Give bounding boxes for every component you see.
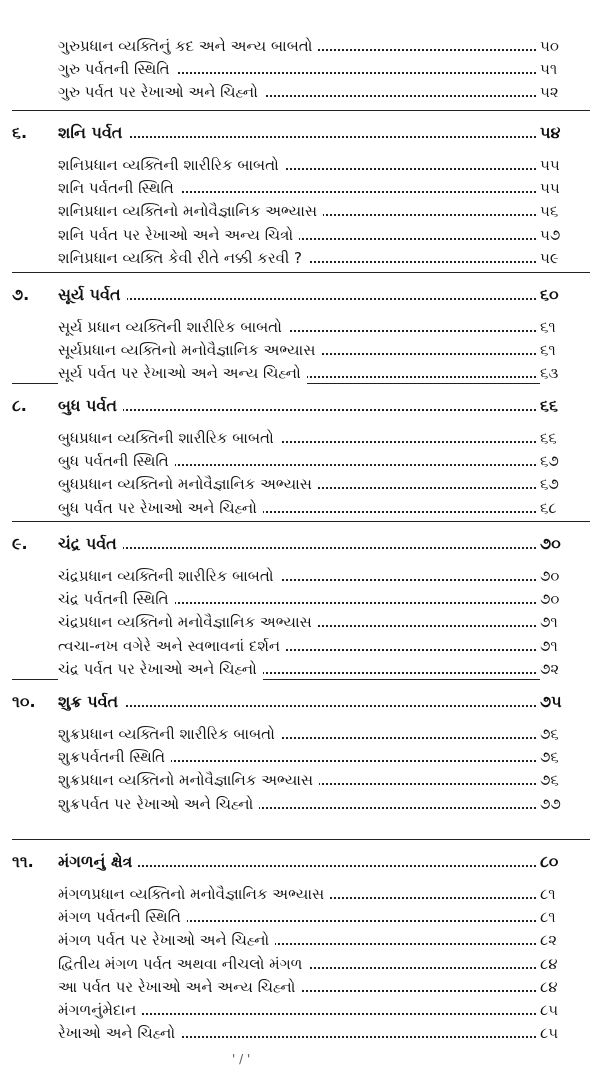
section-title: સૂર્ય પ્રધાન વ્યક્તિની શારીરિક બાબતો [58,315,288,339]
page-number: ૫૫ [540,176,590,200]
section-title: મંગળપ્રધાન વ્યક્તિનો મનોવૈજ્ઞાનિક અભ્યાસ [58,882,330,906]
section-entry [0,315,600,339]
section-title: બુધપ્રધાન વ્યક્તિની શારીરિક બાબતો [58,426,280,450]
chapter-number: ૯. [12,534,28,553]
section-title: રેખાઓ અને ચિહ્નો [58,1021,181,1045]
page-number: ૮૧ [540,905,590,929]
section-entry [0,338,600,362]
section-entry [0,768,600,792]
chapter-entry [0,532,600,556]
section-title: મંગળ પર્વત પર રેખાઓ અને ચિહ્નો [58,928,275,952]
section-entry [0,564,600,588]
section-entry [0,57,600,81]
section-entry [0,722,600,746]
section-title: ગુરુ પર્વતની સ્થિતિ [58,57,176,81]
page-number: ૬૭ [540,449,590,473]
chapter-entry [0,121,600,145]
section-title: શનિપ્રધાન વ્યક્તિનો મનોવૈજ્ઞાનિક અભ્યાસ [58,199,323,223]
section-entry [0,153,600,177]
section-title: બુધપ્રધાન વ્યક્તિનો મનોવૈજ્ઞાનિક અભ્યાસ [58,472,318,496]
page-number: ૬૦ [540,283,590,307]
page-number: ૬૧ [540,315,590,339]
section-title: ગુરુપ્રધાન વ્યક્તિનું કદ અને અન્ય બાબતો [58,34,318,58]
section-title: શુક્રપ્રધાન વ્યક્તિની શારીરિક બાબતો [58,722,281,746]
chapter-number: ૧૧. [12,852,34,871]
section-entry [0,176,600,200]
page-number: ૫૯ [540,246,590,270]
section-entry [0,449,600,473]
page-mark: ' / ' [232,1052,251,1066]
section-title: શુક્રપર્વતની સ્થિતિ [58,745,171,769]
section-entry [0,928,600,952]
section-title: મંગળનુંમેદાન [58,998,142,1022]
section-title: શનિ પર્વત પર રેખાઓ અને અન્ય ચિત્રો [58,223,299,247]
section-title: શુક્રપ્રધાન વ્યક્તિનો મનોવૈજ્ઞાનિક અભ્યાસ [58,768,319,792]
page-number: ૭૦ [540,564,590,588]
section-title: શુક્રપર્વત પર રેખાઓ અને ચિહ્નો [58,792,259,816]
section-entry [0,634,600,658]
section-title: મંગળ પર્વતની સ્થિતિ [58,905,187,929]
page-number: ૫૦ [540,34,590,58]
page-number: ૭૦ [540,587,590,611]
section-title: બુધ પર્વત પર રેખાઓ અને ચિહ્નો [58,496,263,520]
page-number: ૭૬ [540,768,590,792]
dot-leader [90,298,536,300]
chapter-number: ૮. [12,396,27,415]
section-entry [0,223,600,247]
chapter-entry [0,283,600,307]
section-title: ચંદ્રપ્રધાન વ્યક્તિનો મનોવૈજ્ઞાનિક અભ્યાસ [58,610,318,634]
page-number: ૫૭ [540,223,590,247]
dot-leader [90,1013,536,1015]
page-number: ૭૧ [540,610,590,634]
section-title: ચંદ્રપ્રધાન વ્યક્તિની શારીરિક બાબતો [58,564,280,588]
section-entry [0,975,600,999]
page-number: ૭૬ [540,745,590,769]
chapter-title: શુક્ર પર્વત [58,690,124,714]
section-entry [0,587,600,611]
page-number: ૮૫ [540,998,590,1022]
section-entry [0,361,600,385]
section-entry [0,199,600,223]
section-entry [0,745,600,769]
chapter-title: શનિ પર્વત [58,121,128,145]
page-number: ૫૫ [540,153,590,177]
chapter-title: મંગળનું ક્ષેત્ર [58,850,138,874]
chapter-divider [12,110,590,111]
section-title: દ્વિતીય મંગળ પર્વત અથવા નીચલો મંગળ [58,952,308,976]
page-number: ૮૪ [540,975,590,999]
section-title: આ પર્વત પર રેખાઓ અને અન્ય ચિહ્નો [58,975,301,999]
section-entry [0,610,600,634]
section-entry [0,792,600,816]
chapter-title: બુધ પર્વત [58,394,123,418]
chapter-entry [0,850,600,874]
page-number: ૭૨ [540,657,590,681]
section-title: ગુરુ પર્વત પર રેખાઓ અને ચિહ્નો [58,80,264,104]
section-title: ત્વચા-નખ વગેરે અને સ્વભાવનાં દર્શન [58,634,286,658]
section-title: બુધ પર્વતની સ્થિતિ [58,449,175,473]
page-number: ૬૭ [540,472,590,496]
page-number: ૫૪ [540,121,590,145]
section-entry [0,80,600,104]
chapter-divider [12,839,590,840]
page-number: ૭૧ [540,634,590,658]
chapter-divider [12,272,590,273]
section-entry [0,905,600,929]
chapter-number: ૧૦. [12,692,36,711]
chapter-number: ૬. [12,123,28,142]
page-number: ૬૮ [540,496,590,520]
page-number: ૭૦ [540,532,590,556]
dot-leader [90,409,536,411]
page-number: ૫૬ [540,199,590,223]
dot-leader [90,705,536,707]
section-entry [0,426,600,450]
section-entry [0,472,600,496]
section-title: ચંદ્ર પર્વત પર રેખાઓ અને ચિહ્નો [58,657,263,681]
section-title: શનિપ્રધાન વ્યક્તિ કેવી રીતે નક્કી કરવી ? [58,246,308,270]
dot-leader [90,865,536,867]
chapter-entry [0,690,600,714]
section-entry [0,657,600,681]
chapter-title: સૂર્ય પર્વત [58,283,127,307]
page-number: ૮૪ [540,952,590,976]
page-number: ૬૩ [540,361,590,385]
page-number: ૭૭ [540,792,590,816]
chapter-entry [0,394,600,418]
section-entry [0,882,600,906]
page-number: ૮૫ [540,1021,590,1045]
page-number: ૬૬ [540,394,590,418]
chapter-divider [12,521,590,522]
section-entry [0,998,600,1022]
page-number: ૮૦ [540,850,590,874]
dot-leader [90,547,536,549]
section-title: સૂર્ય પર્વત પર રેખાઓ અને અન્ય ચિહ્નો [58,361,307,385]
page-number: ૫૨ [540,80,590,104]
section-entry [0,1021,600,1045]
page-number: ૫૧ [540,57,590,81]
section-title: સૂર્યપ્રધાન વ્યક્તિનો મનોવૈજ્ઞાનિક અભ્યાસ [58,338,321,362]
page-number: ૭૬ [540,722,590,746]
page-number: ૭૫ [540,690,590,714]
dot-leader [90,136,536,138]
page-number: ૬૧ [540,338,590,362]
section-title: ચંદ્ર પર્વતની સ્થિતિ [58,587,175,611]
section-title: શનિપ્રધાન વ્યક્તિની શારીરિક બાબતો [58,153,285,177]
page-number: ૬૬ [540,426,590,450]
section-entry [0,34,600,58]
page-number: ૮૨ [540,928,590,952]
chapter-title: ચંદ્ર પર્વત [58,532,123,556]
chapter-number: ૭. [12,285,30,304]
page-number: ૮૧ [540,882,590,906]
section-entry [0,496,600,520]
section-title: શનિ પર્વતની સ્થિતિ [58,176,180,200]
section-entry [0,952,600,976]
section-entry [0,246,600,270]
